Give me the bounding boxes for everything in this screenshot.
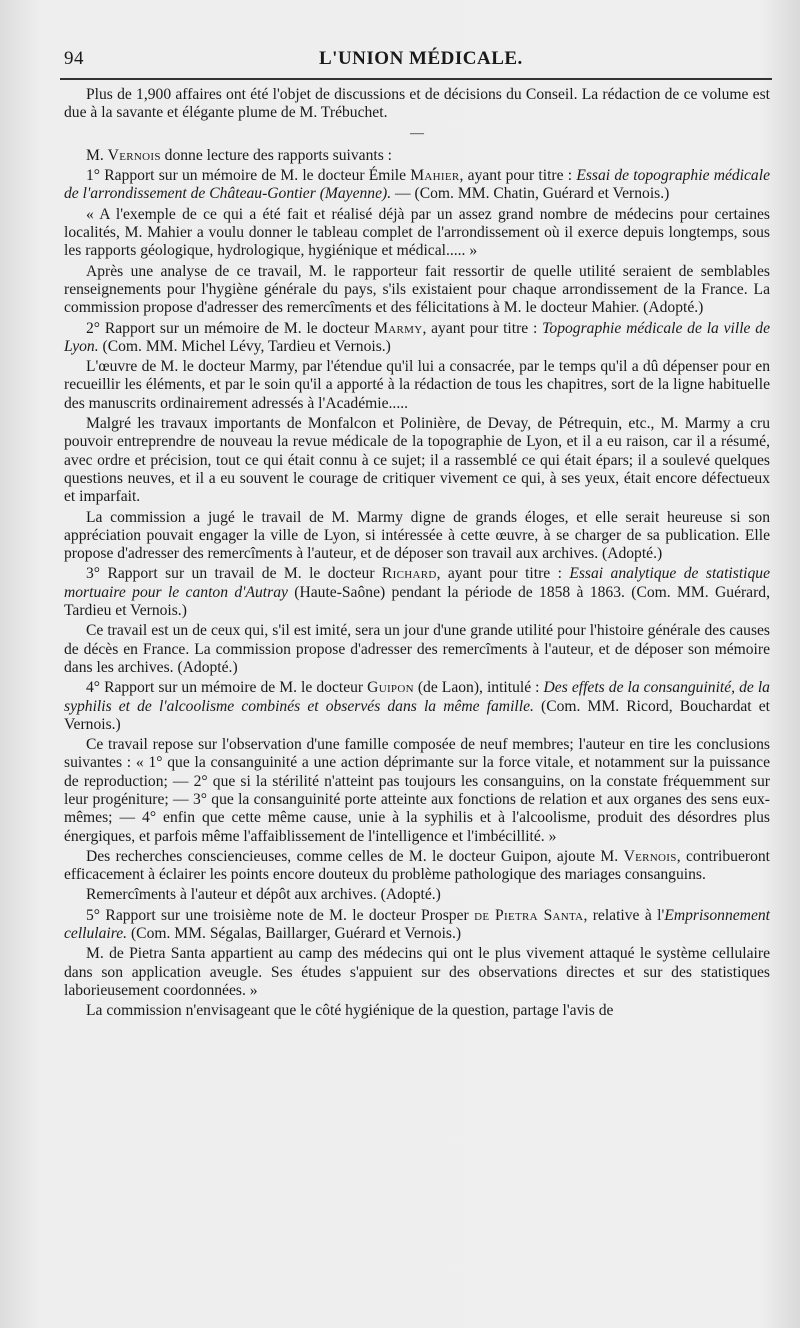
text-run: donne lecture des rapports suivants : [160, 146, 393, 164]
report-3-para-a: Ce travail est un de ceux qui, s'il est imité, sera un jour d'une grande utilité pour l'histoire générale des causes de décès en France. La commission propose d'adresser des remercîments à l'auteur, et de déposer son mémoire dans les archives. (Adopté.) [64, 622, 770, 676]
text-run: (Haute-Saône) pendant la période de 1858 à 1863. (Com. MM. Guérard, Tardieu et Vernois.) [64, 583, 770, 620]
report-5 [64, 907, 770, 944]
text-run: 5° Rapport sur une troisième note de M. le docteur Prosper [86, 906, 475, 924]
text-run: , ayant pour titre : [436, 565, 570, 583]
report-5-para-b: La commission n'envisageant que le côté hygiénique de la question, partage l'avis de [86, 1002, 614, 1020]
work-title: Topographie médicale de la ville de Lyon. [64, 319, 770, 355]
text-run: Des recherches consciencieuses, comme celles de M. le docteur Guipon, ajoute M. [86, 847, 624, 865]
page-number: 94 [64, 48, 84, 69]
text-run: (de Laon), intitulé : [413, 679, 544, 697]
report-5-para-a: M. de Pietra Santa appartient au camp des médecins qui ont le plus vivement attaqué le système cellulaire dans son application aveugle. Ses études s'appuient sur des observations directes et sur des statistiques laborieusement coordonnées. » [64, 945, 770, 999]
text-run: M. [86, 146, 108, 164]
header-rule [60, 78, 772, 80]
report-2-para-c: La commission a jugé le travail de M. Marmy digne de grands éloges, et elle serait heureuse si son appréciation pouvait engager la ville de Lyon, si intéressée à cette œuvre, à se charger de sa publication. Elle propose d'adresser des remercîments à l'auteur, et de déposer son travail aux archives. (Adopté.) [64, 508, 770, 563]
report-2-para-a: L'œuvre de M. le docteur Marmy, par l'étendue qu'il lui a consacrée, par le temps qu'il a dû dépenser pour en recueillir les éléments, et par le soin qu'il a apporté à la rédaction de tous les chapitres, sort de la ligne habituelle des manuscrits ordinairement adressés à l'Académie..... [64, 358, 770, 412]
author-name: Richard [381, 565, 437, 583]
text-run: , relative à l' [583, 906, 665, 924]
work-title: Des effets de la consanguinité, de la syphilis et de l'alcoolisme combinés et observés dans la même famille. [64, 679, 770, 715]
text-run: 4° Rapport sur un mémoire de M. le docteur [86, 679, 368, 697]
author-name: Vernois [623, 847, 677, 865]
work-title: Emprisonnement cellulaire. [64, 906, 770, 943]
section-separator: — [410, 125, 424, 141]
report-1 [64, 167, 770, 204]
report-2 [64, 320, 770, 357]
paragraph-intro: Plus de 1,900 affaires ont été l'objet de discussions et de décisions du Conseil. La rédaction de ce volume est due à la savante et élégante plume de M. Trébuchet. [64, 86, 770, 122]
report-2-para-b: Malgré les travaux importants de Monfalcon et Polinière, de Devay, de Pétrequin, etc., M. Marmy a cru pouvoir entreprendre de nouveau la revue médicale de la topographie de Lyon, et il a eu raison, car il a résumé, avec ordre et précision, tout ce qui était connu à ce sujet; il a rassemblé ce qui était épars; il a soulevé quelques questions neuves, et il a eu souvent le courage de critiquer vivement ce qui, à ses yeux, était encore défectueux et imparfait. [64, 415, 770, 506]
paragraph-vernois [64, 147, 770, 165]
text-run: 1° Rapport sur un mémoire de M. le docteur Émile [86, 167, 411, 185]
journal-title: L'UNION MÉDICALE. [319, 48, 523, 69]
text-run: , contribueront efficacement à éclairer les points encore douteux du problème pathologique des mariages consanguins. [64, 847, 770, 884]
text-run: (Com. MM. Ségalas, Baillarger, Guérard et Vernois.) [127, 925, 462, 943]
author-name: de Pietra Santa [474, 906, 584, 924]
work-title: Essai analytique de statistique mortuaire pour le canton d'Autray [64, 565, 770, 601]
report-3 [64, 565, 770, 620]
running-header [64, 44, 770, 74]
report-4 [64, 679, 770, 734]
text-run: 3° Rapport sur un travail de M. le docteur [86, 565, 382, 583]
text-run: , ayant pour titre : [459, 167, 577, 185]
text-run: — (Com. MM. Chatin, Guérard et Vernois.) [391, 185, 670, 203]
text-run: , ayant pour titre : [422, 319, 543, 337]
report-4-para-b [64, 848, 770, 885]
text-run: (Com. MM. Michel Lévy, Tardieu et Vernois.) [98, 337, 391, 355]
report-1-quote: « A l'exemple de ce qui a été fait et réalisé déjà par un assez grand nombre de médecins pour certaines localités, M. Mahier a voulu donner le tableau complet de l'arrondissement où il exerce depuis longtemps, sous les rapports géologique, hydrologique, hygiénique et médical..... » [64, 205, 770, 260]
author-name: Mahier [410, 167, 460, 185]
report-1-conclusion: Après une analyse de ce travail, M. le rapporteur fait ressortir de quelle utilité seraient de semblables renseignements pour l'hygiène générale du pays, s'ils existaient pour chaque arrondissement de la France. La commission propose d'adresser des remercîments et des félicitations à M. le docteur Mahier. (Adopté.) [64, 262, 770, 317]
author-name: Vernois [107, 146, 161, 164]
text-run: 2° Rapport sur un mémoire de M. le docteur [86, 319, 375, 337]
work-title: Essai de topographie médicale de l'arrondissement de Château-Gontier (Mayenne). [64, 167, 770, 203]
page-body [64, 86, 770, 1023]
report-4-para-a: Ce travail repose sur l'observation d'une famille composée de neuf membres; l'auteur en tire les conclusions suivantes : « 1° que la consanguinité a une action déprimante sur la force vitale, et notamment sur la puissance de reproduction; — 2° que si la stérilité n'atteint pas toujours les consanguins, on la constate fréquemment sur leur progéniture; — 3° que la consanguinité porte atteinte aux fonctions de relation et aux organes des sens eux-mêmes; — 4° enfin que cette même cause, unie à la syphilis et à l'alcoolisme, produit des désordres plus énergiques, et parfois même l'affaiblissement de l'intelligence et l'imbécillité. » [64, 736, 770, 845]
report-4-para-c: Remercîments à l'auteur et dépôt aux archives. (Adopté.) [86, 886, 441, 904]
author-name: Guipon [367, 679, 414, 697]
author-name: Marmy [374, 319, 423, 337]
text-run: (Com. MM. Ricord, Bouchardat et Vernois.) [64, 697, 770, 733]
